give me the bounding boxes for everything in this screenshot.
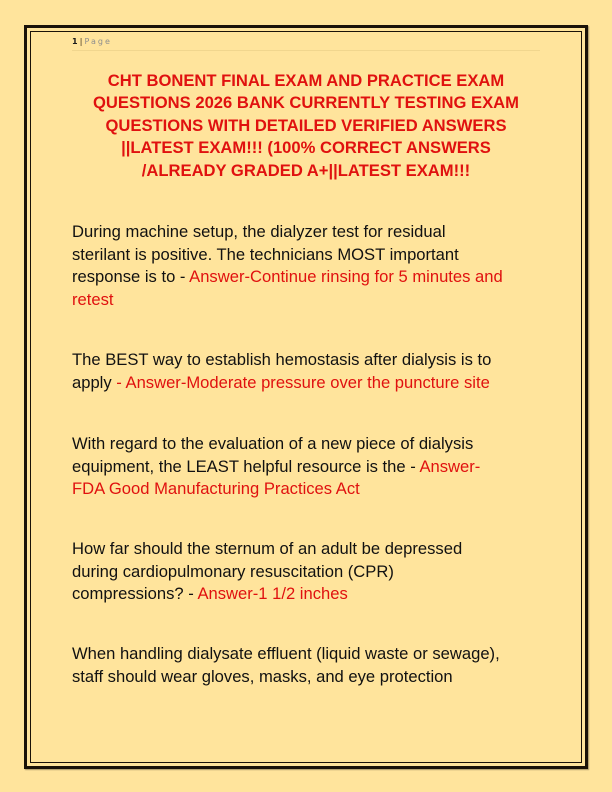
answer-text: FDA Good Manufacturing Practices Act (72, 479, 360, 498)
question-text: during cardiopulmonary resuscitation (CPR) (72, 561, 394, 581)
question-block-5 (72, 643, 552, 688)
question-text: staff should wear gloves, masks, and eye protection (72, 666, 453, 686)
question-text: How far should the sternum of an adult be depressed (72, 539, 463, 558)
page-header (72, 36, 540, 51)
question-text: equipment, the LEAST helpful resource is the - (72, 456, 420, 476)
answer-text: retest (72, 289, 114, 309)
question-text: With regard to the evaluation of a new piece of dialysis (72, 434, 474, 453)
title-line: QUESTIONS 2026 BANK CURRENTLY TESTING EXAM (93, 93, 519, 113)
question-text: When handling dialysate effluent (liquid waste or sewage), (72, 644, 500, 663)
document-title (60, 70, 552, 182)
title-line: /ALREADY GRADED A+||LATEST EXAM!!! (141, 160, 471, 180)
question-text: compressions? - (72, 584, 198, 603)
page-label: Page (84, 37, 112, 46)
title-line: ||LATEST EXAM!!! (100% CORRECT ANSWERS (121, 138, 491, 158)
question-text: sterilant is positive. The technicians MOST important (72, 244, 459, 264)
question-block-3 (72, 433, 552, 501)
question-block-2 (72, 349, 552, 394)
page-number: 1 (72, 37, 78, 46)
question-text: response is to - (72, 267, 190, 286)
answer-text: Answer-1 1/2 inches (197, 584, 348, 603)
answer-text: Answer-Continue rinsing for 5 minutes and (189, 267, 503, 286)
question-text: The BEST way to establish hemostasis after dialysis is to (72, 350, 492, 369)
answer-text: - Answer-Moderate pressure over the puncture site (111, 372, 490, 392)
title-line: CHT BONENT FINAL EXAM AND PRACTICE EXAM (107, 71, 505, 90)
question-text: apply (72, 372, 112, 392)
title-line: QUESTIONS WITH DETAILED VERIFIED ANSWERS (105, 115, 507, 135)
answer-text: Answer- (419, 456, 481, 476)
question-block-4 (72, 538, 552, 606)
question-text: During machine setup, the dialyzer test for residual (72, 222, 446, 241)
question-block-1 (72, 221, 552, 311)
page-separator: | (79, 37, 83, 46)
